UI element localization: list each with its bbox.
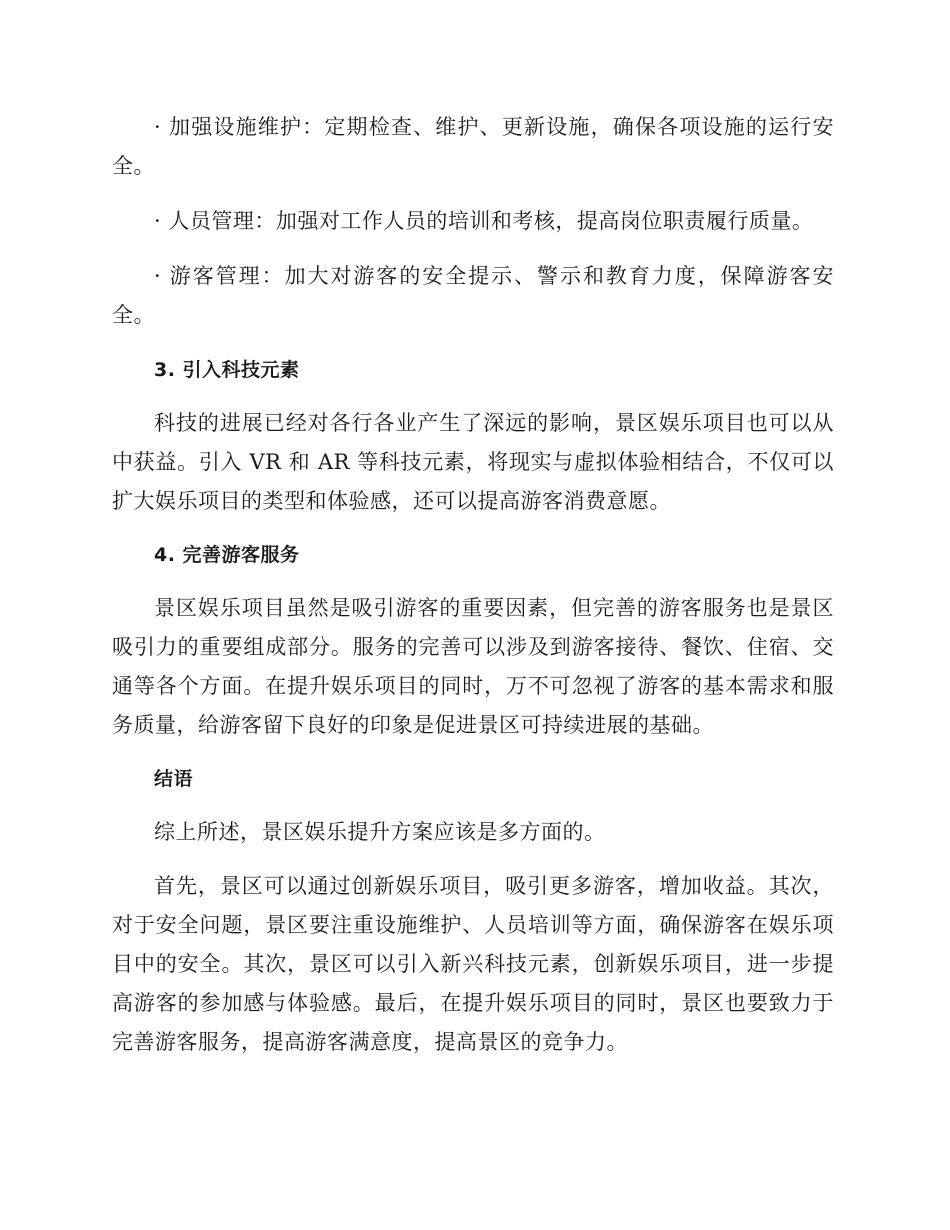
bullet-facility-maintenance: · 加强设施维护：定期检查、维护、更新设施，确保各项设施的运行安全。 [112,115,834,178]
bullet-staff-management: · 人员管理：加强对工作人员的培训和考核，提高岗位职责履行质量。 [154,209,814,233]
bullet-visitor-management: · 游客管理：加大对游客的安全提示、警示和教育力度，保障游客安全。 [112,264,834,327]
section-heading-conclusion: 结语 [154,768,194,790]
section-body-service: 景区娱乐项目虽然是吸引游客的重要因素，但完善的游客服务也是景区吸引力的重要组成部分。服务的完善可以涉及到游客接待、餐饮、住宿、交通等各个方面。在提升娱乐项目的同时，万不可忽视了游客的基本需求和服务质量，给游客留下良好的印象是促进景区可持续进展的基础。 [112,596,834,737]
section-heading-tech: 3. 引入科技元素 [154,359,300,381]
conclusion-paragraph-1: 综上所述，景区娱乐提升方案应该是多方面的。 [154,820,606,844]
conclusion-paragraph-2: 首先，景区可以通过创新娱乐项目，吸引更多游客，增加收益。其次，对于安全问题，景区要注重设施维护、人员培训等方面，确保游客在娱乐项目中的安全。其次，景区可以引入新兴科技元素，创新娱乐项目，进一步提高游客的参加感与体验感。最后，在提升娱乐项目的同时，景区也要致力于完善游客服务，提高游客满意度，提高景区的竞争力。 [112,874,834,1054]
document-page [112,108,834,1077]
section-body-tech: 科技的进展已经对各行各业产生了深远的影响，景区娱乐项目也可以从中获益。引入 VR 和 AR 等科技元素，将现实与虚拟体验相结合，不仅可以扩大娱乐项目的类型和体验感，还可以提高游客消费意愿。 [112,411,834,513]
section-heading-service: 4. 完善游客服务 [154,544,300,566]
